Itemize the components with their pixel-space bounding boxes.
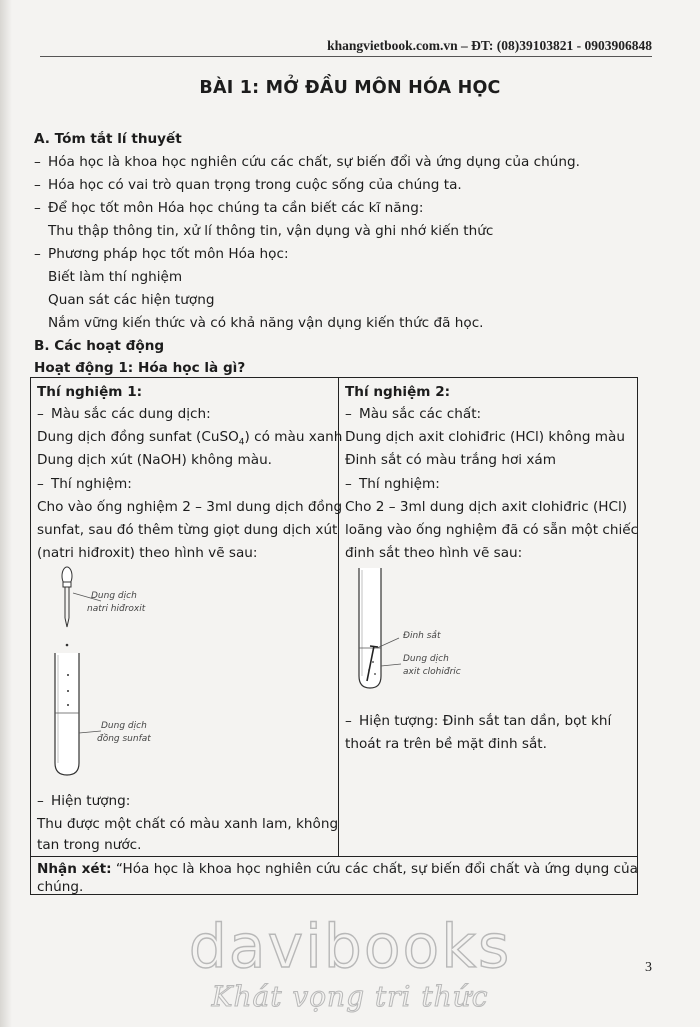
exp1-title: Thí nghiệm 1: bbox=[37, 384, 143, 400]
page-edge bbox=[0, 0, 12, 1027]
exp1-figure bbox=[41, 563, 211, 788]
fig2-label: axit clohiđric bbox=[403, 667, 461, 677]
fig1-label: Dung dịch bbox=[101, 721, 147, 731]
theory-line: – Để học tốt môn Hóa học chúng ta cần biết các kĩ năng: bbox=[34, 200, 424, 216]
exp1-line: Dung dịch đồng sunfat (CuSO$_4$) có màu xanh bbox=[37, 429, 343, 448]
exp2-title: Thí nghiệm 2: bbox=[345, 384, 451, 400]
lesson-title: BÀI 1: MỞ ĐẦU MÔN HÓA HỌC bbox=[199, 78, 501, 98]
exp1-line: Thu được một chất có màu xanh lam, không bbox=[37, 816, 339, 832]
exp2-line: đinh sắt theo hình vẽ sau: bbox=[345, 545, 523, 561]
theory-line: Nắm vững kiến thức và có khả năng vận dụng kiến thức đã học. bbox=[48, 315, 484, 331]
fig2-label: Đinh sắt bbox=[403, 631, 441, 641]
theory-line: – Hóa học là khoa học nghiên cứu các chất, sự biến đổi và ứng dụng của chúng. bbox=[34, 154, 580, 170]
exp1-line: sunfat, sau đó thêm từng giọt dung dịch xút bbox=[37, 522, 338, 538]
exp1-line: – Thí nghiệm: bbox=[37, 476, 132, 492]
exp1-line: (natri hiđroxit) theo hình vẽ sau: bbox=[37, 545, 258, 561]
remark-line: chúng. bbox=[37, 879, 84, 895]
section-b-heading: B. Các hoạt động bbox=[34, 338, 165, 354]
exp2-line: thoát ra trên bề mặt đinh sắt. bbox=[345, 736, 547, 752]
exp1-line: – Màu sắc các dung dịch: bbox=[37, 406, 211, 422]
exp2-line: loãng vào ống nghiệm đã có sẵn một chiếc bbox=[345, 522, 639, 538]
exp2-line: Cho 2 – 3ml dung dịch axit clohiđric (HCl) bbox=[345, 499, 628, 515]
watermark-slogan: Khát vọng tri thức bbox=[211, 980, 489, 1013]
activity-heading: Hoạt động 1: Hóa học là gì? bbox=[34, 360, 246, 376]
theory-line: Biết làm thí nghiệm bbox=[48, 269, 183, 285]
fig1-label: Dung dịch bbox=[91, 591, 137, 601]
theory-line: Quan sát các hiện tượng bbox=[48, 292, 215, 308]
exp2-line: Đinh sắt có màu trắng hơi xám bbox=[345, 452, 557, 468]
row-divider bbox=[31, 856, 637, 857]
header-site-info: khangvietbook.com.vn – ĐT: (08)39103821 - 0903906848 bbox=[327, 38, 652, 53]
exp1-line: – Hiện tượng: bbox=[37, 793, 131, 809]
exp2-line: – Thí nghiệm: bbox=[345, 476, 440, 492]
exp2-figure bbox=[349, 566, 529, 706]
fig2-label: Dung dịch bbox=[403, 654, 449, 664]
page-number: 3 bbox=[645, 960, 652, 975]
exp1-line: Dung dịch xút (NaOH) không màu. bbox=[37, 452, 273, 468]
exp2-line: Dung dịch axit clohiđric (HCl) không màu bbox=[345, 429, 625, 445]
fig1-label: đồng sunfat bbox=[97, 734, 151, 744]
remark-line: Nhận xét: “Hóa học là khoa học nghiên cứu các chất, sự biến đổi chất và ứng dụng của bbox=[37, 861, 638, 877]
fig1-label: natri hiđroxit bbox=[87, 604, 146, 614]
watermark-brand: davibooks bbox=[188, 912, 512, 982]
theory-line: – Hóa học có vai trò quan trọng trong cuộc sống của chúng ta. bbox=[34, 177, 462, 193]
section-a-heading: A. Tóm tắt lí thuyết bbox=[34, 131, 182, 147]
page-header bbox=[40, 32, 652, 57]
exp2-line: – Màu sắc các chất: bbox=[345, 406, 482, 422]
experiment-table bbox=[30, 377, 638, 895]
exp1-line: tan trong nước. bbox=[37, 837, 142, 853]
theory-line: – Phương pháp học tốt môn Hóa học: bbox=[34, 246, 289, 262]
exp1-line: Cho vào ống nghiệm 2 – 3ml dung dịch đồng bbox=[37, 499, 343, 515]
theory-line: Thu thập thông tin, xử lí thông tin, vận dụng và ghi nhớ kiến thức bbox=[48, 223, 494, 239]
exp2-line: – Hiện tượng: Đinh sắt tan dần, bọt khí bbox=[345, 713, 612, 729]
